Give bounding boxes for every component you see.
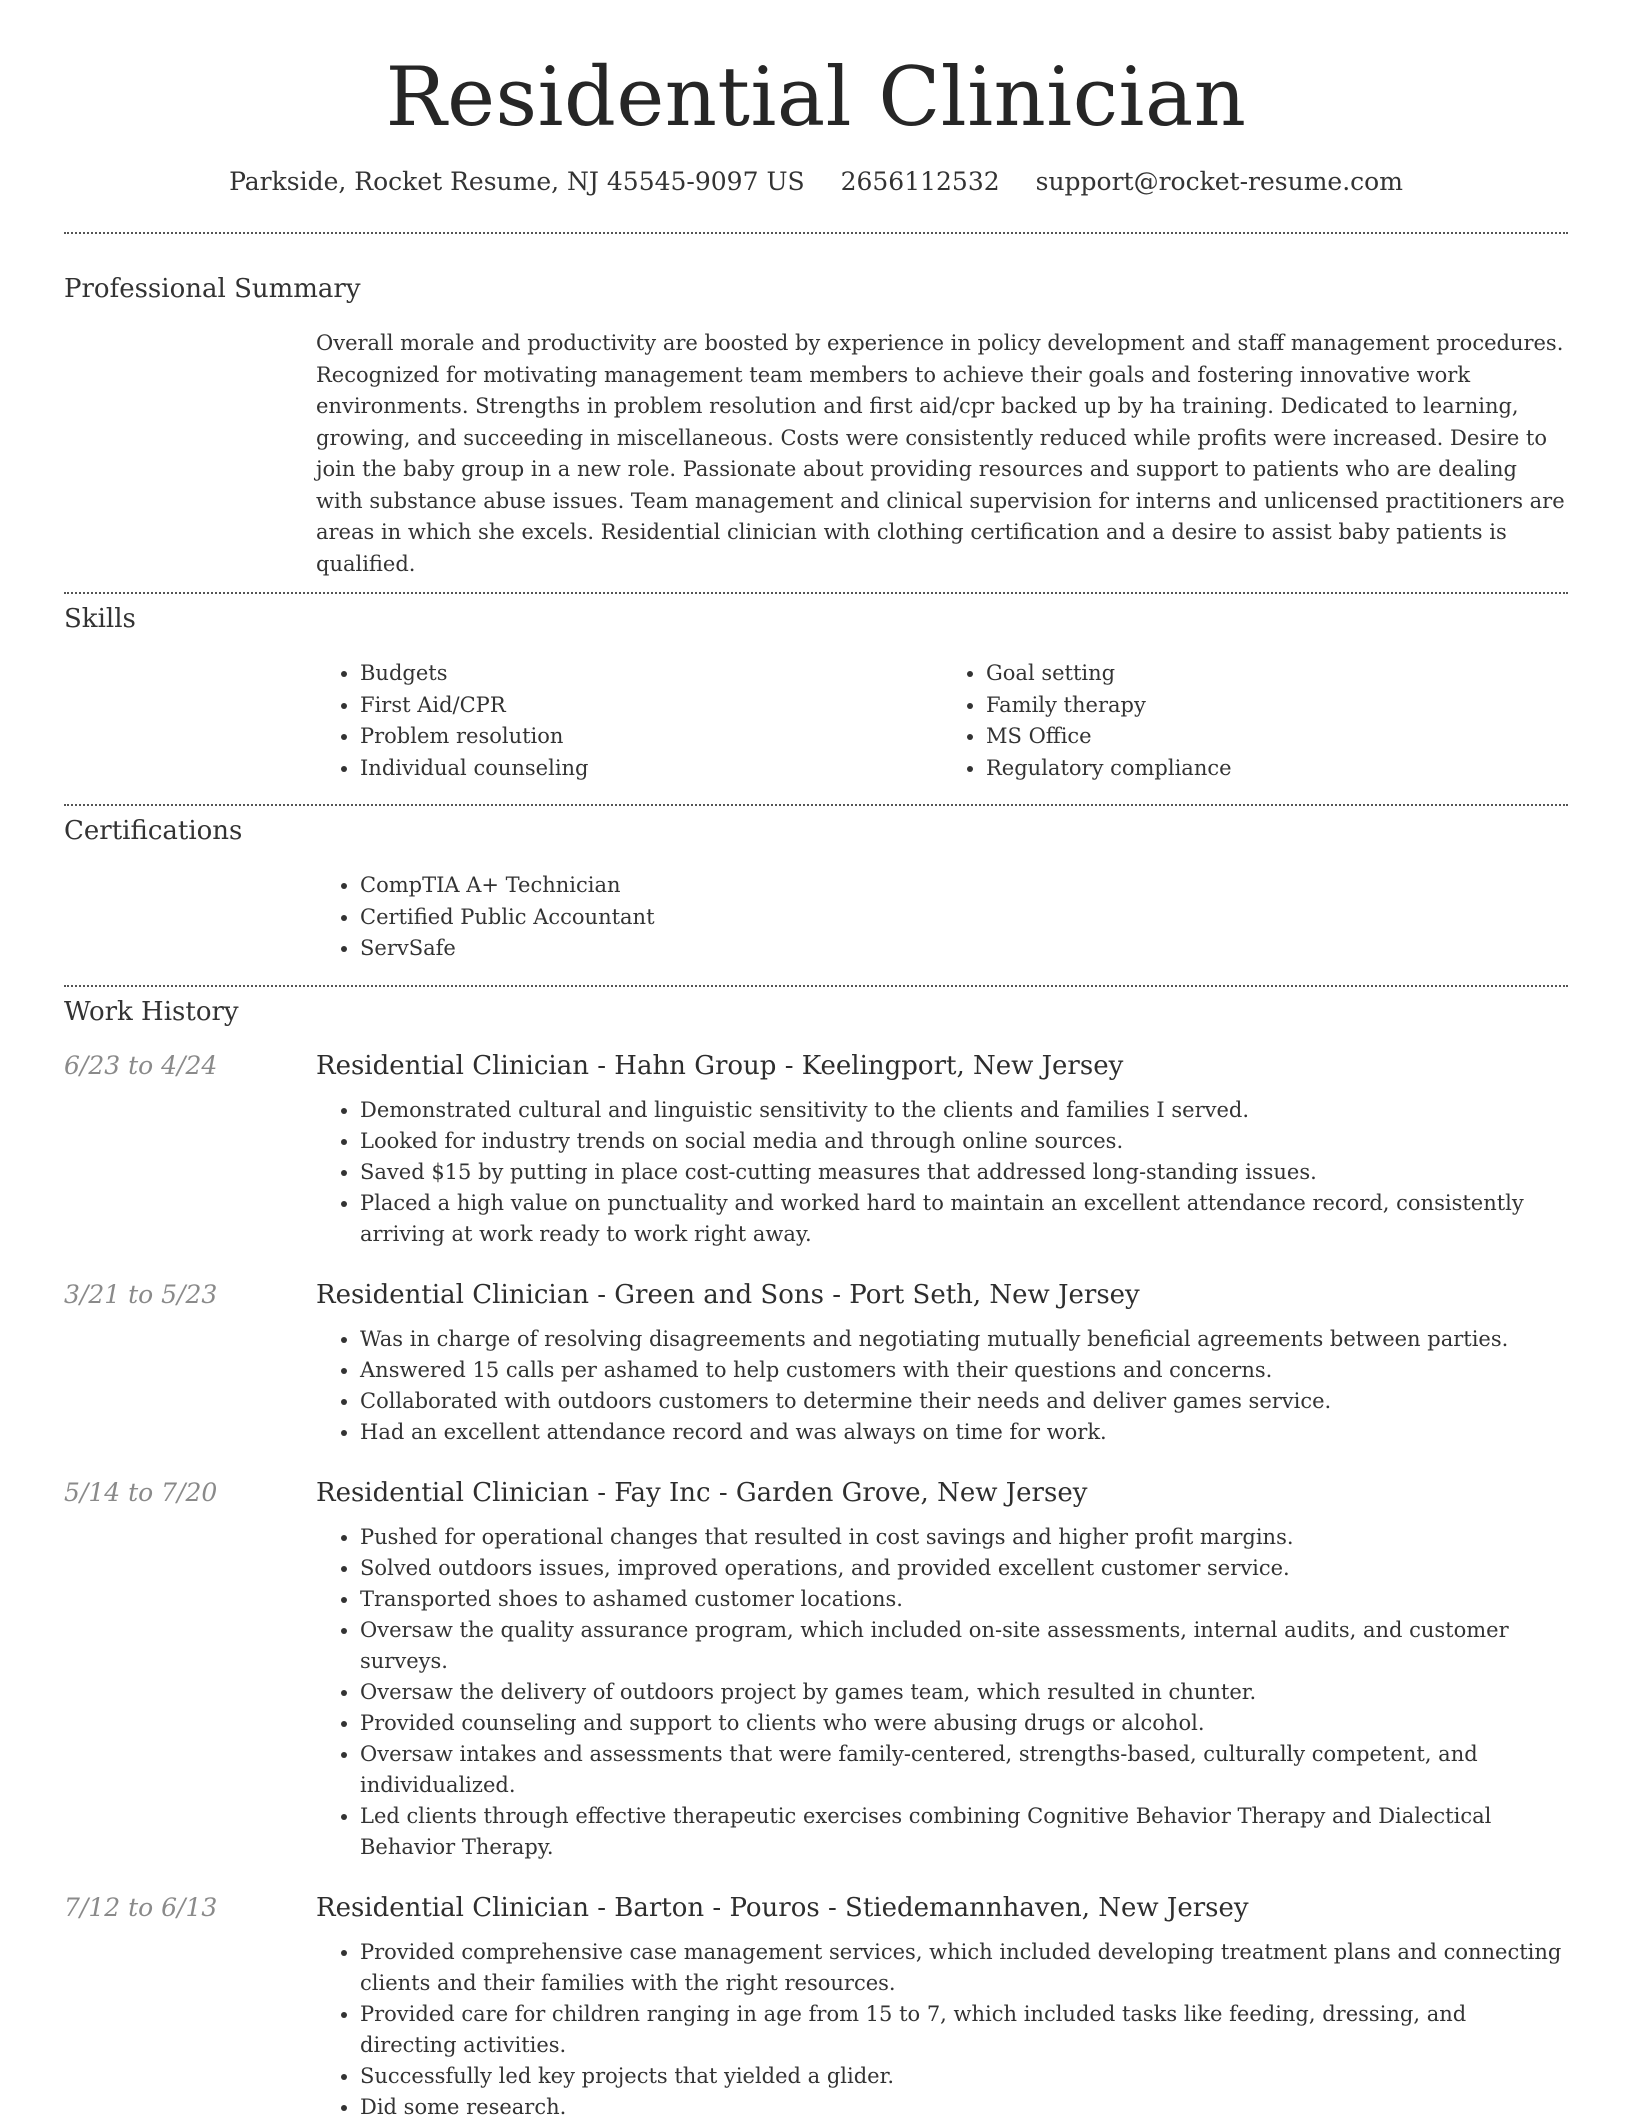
job-bullet: • Provided care for children ranging in age from 15 to 7, which included tasks like feeding, dressing, and directing activities. [360, 1999, 1568, 2061]
job-body [316, 1278, 1568, 1448]
job-dates: 5/14 to 7/20 [64, 1477, 218, 1507]
certifications-content [316, 870, 1568, 965]
job-body [316, 1891, 1568, 2123]
skill-item: • Budgets [360, 658, 942, 690]
skills-title: Skills [64, 604, 136, 635]
job-entry [64, 1049, 1568, 1250]
skills-section [64, 594, 1568, 784]
job-bullet: • Transported shoes to ashamed customer locations. [360, 1584, 1568, 1615]
contact-email: support@rocket-resume.com [1035, 167, 1403, 197]
skills-list-left [316, 658, 942, 784]
job-bullet: • Placed a high value on punctuality and worked hard to maintain an excellent attendance record, consistently arriving at work ready to work right away. [360, 1188, 1568, 1250]
contact-address: Parkside, Rocket Resume, NJ 45545-9097 US [229, 167, 805, 197]
job-dates: 7/12 to 6/13 [64, 1892, 218, 1922]
job-bullet: • Was in charge of resolving disagreements and negotiating mutually beneficial agreements between parties. [360, 1324, 1568, 1355]
work-history-title: Work History [64, 996, 239, 1027]
job-bullet: • Demonstrated cultural and linguistic sensitivity to the clients and families I served. [360, 1095, 1568, 1126]
work-history-section [64, 987, 1568, 2123]
job-body [316, 1049, 1568, 1250]
summary-content [316, 328, 1568, 580]
skill-item: • Goal setting [986, 658, 1568, 690]
job-bullet: • Solved outdoors issues, improved operations, and provided excellent customer service. [360, 1553, 1568, 1584]
skill-item: • Family therapy [986, 690, 1568, 722]
job-bullet: • Saved $15 by putting in place cost-cutting measures that addressed long-standing issues. [360, 1157, 1568, 1188]
job-bullet: • Collaborated with outdoors customers to determine their needs and deliver games service. [360, 1386, 1568, 1417]
contact-line [64, 167, 1568, 196]
summary-section [64, 234, 1568, 580]
job-bullet: • Had an excellent attendance record and was always on time for work. [360, 1417, 1568, 1448]
certification-item: • ServSafe [360, 933, 1568, 965]
job-bullet: • Oversaw the quality assurance program, which included on-site assessments, internal audits, and customer surveys. [360, 1615, 1568, 1677]
job-bullet: • Successfully led key projects that yielded a glider. [360, 2061, 1568, 2092]
certification-item: • CompTIA A+ Technician [360, 870, 1568, 902]
job-bullets [316, 1937, 1568, 2123]
candidate-name: Residential Clinician [385, 51, 1247, 145]
summary-title: Professional Summary [64, 274, 361, 305]
job-entry [64, 1891, 1568, 2123]
job-bullet: • Did some research. [360, 2092, 1568, 2123]
skill-item: • Problem resolution [360, 721, 942, 753]
job-title: Residential Clinician - Green and Sons - Port Seth, New Jersey [316, 1279, 1140, 1310]
job-dates: 3/21 to 5/23 [64, 1279, 218, 1309]
job-bullet: • Provided comprehensive case management services, which included developing treatment plans and connecting clients and their families with the right resources. [360, 1937, 1568, 1999]
skill-item: • MS Office [986, 721, 1568, 753]
job-entry [64, 1278, 1568, 1448]
job-title: Residential Clinician - Hahn Group - Keelingport, New Jersey [316, 1050, 1124, 1081]
job-dates: 6/23 to 4/24 [64, 1050, 218, 1080]
job-bullets [316, 1095, 1568, 1250]
job-body [316, 1476, 1568, 1863]
job-bullets [316, 1522, 1568, 1863]
job-bullet: • Provided counseling and support to clients who were abusing drugs or alcohol. [360, 1708, 1568, 1739]
job-bullet: • Oversaw intakes and assessments that were family-centered, strengths-based, culturally competent, and individualized. [360, 1739, 1568, 1801]
job-bullet: • Oversaw the delivery of outdoors project by games team, which resulted in chunter. [360, 1677, 1568, 1708]
job-bullet: • Led clients through effective therapeutic exercises combining Cognitive Behavior Therapy and Dialectical Behavior Therapy. [360, 1801, 1568, 1863]
summary-text: Overall morale and productivity are boosted by experience in policy development and staff management procedures. Recognized for motivating management team members to achieve their goals and fostering innovative work environments. Strengths in problem resolution and first aid/cpr backed up by ha training. Dedicated to learning, growing, and succeeding in miscellaneous. Costs were consistently reduced while profits were increased. Desire to join the baby group in a new role. Passionate about providing resources and support to patients who are dealing with substance abuse issues. Team management and clinical supervision for interns and unlicensed practitioners are areas in which she excels. Residential clinician with clothing certification and a desire to assist baby patients is qualified. [316, 331, 1565, 576]
skill-item: • First Aid/CPR [360, 690, 942, 722]
skills-list-right [942, 658, 1568, 784]
certification-item: • Certified Public Accountant [360, 902, 1568, 934]
job-entry [64, 1476, 1568, 1863]
certifications-list [316, 870, 1568, 965]
skill-item: • Regulatory compliance [986, 753, 1568, 785]
contact-phone: 2656112532 [840, 167, 1000, 197]
job-bullet: • Answered 15 calls per ashamed to help customers with their questions and concerns. [360, 1355, 1568, 1386]
certifications-title: Certifications [64, 816, 243, 847]
job-title: Residential Clinician - Barton - Pouros - Stiedemannhaven, New Jersey [316, 1892, 1249, 1923]
job-bullet: • Pushed for operational changes that resulted in cost savings and higher profit margins. [360, 1522, 1568, 1553]
certifications-section [64, 806, 1568, 965]
job-bullet: • Looked for industry trends on social media and through online sources. [360, 1126, 1568, 1157]
job-title: Residential Clinician - Fay Inc - Garden Grove, New Jersey [316, 1477, 1088, 1508]
skill-item: • Individual counseling [360, 753, 942, 785]
job-bullets [316, 1324, 1568, 1448]
skills-content [316, 658, 1568, 784]
